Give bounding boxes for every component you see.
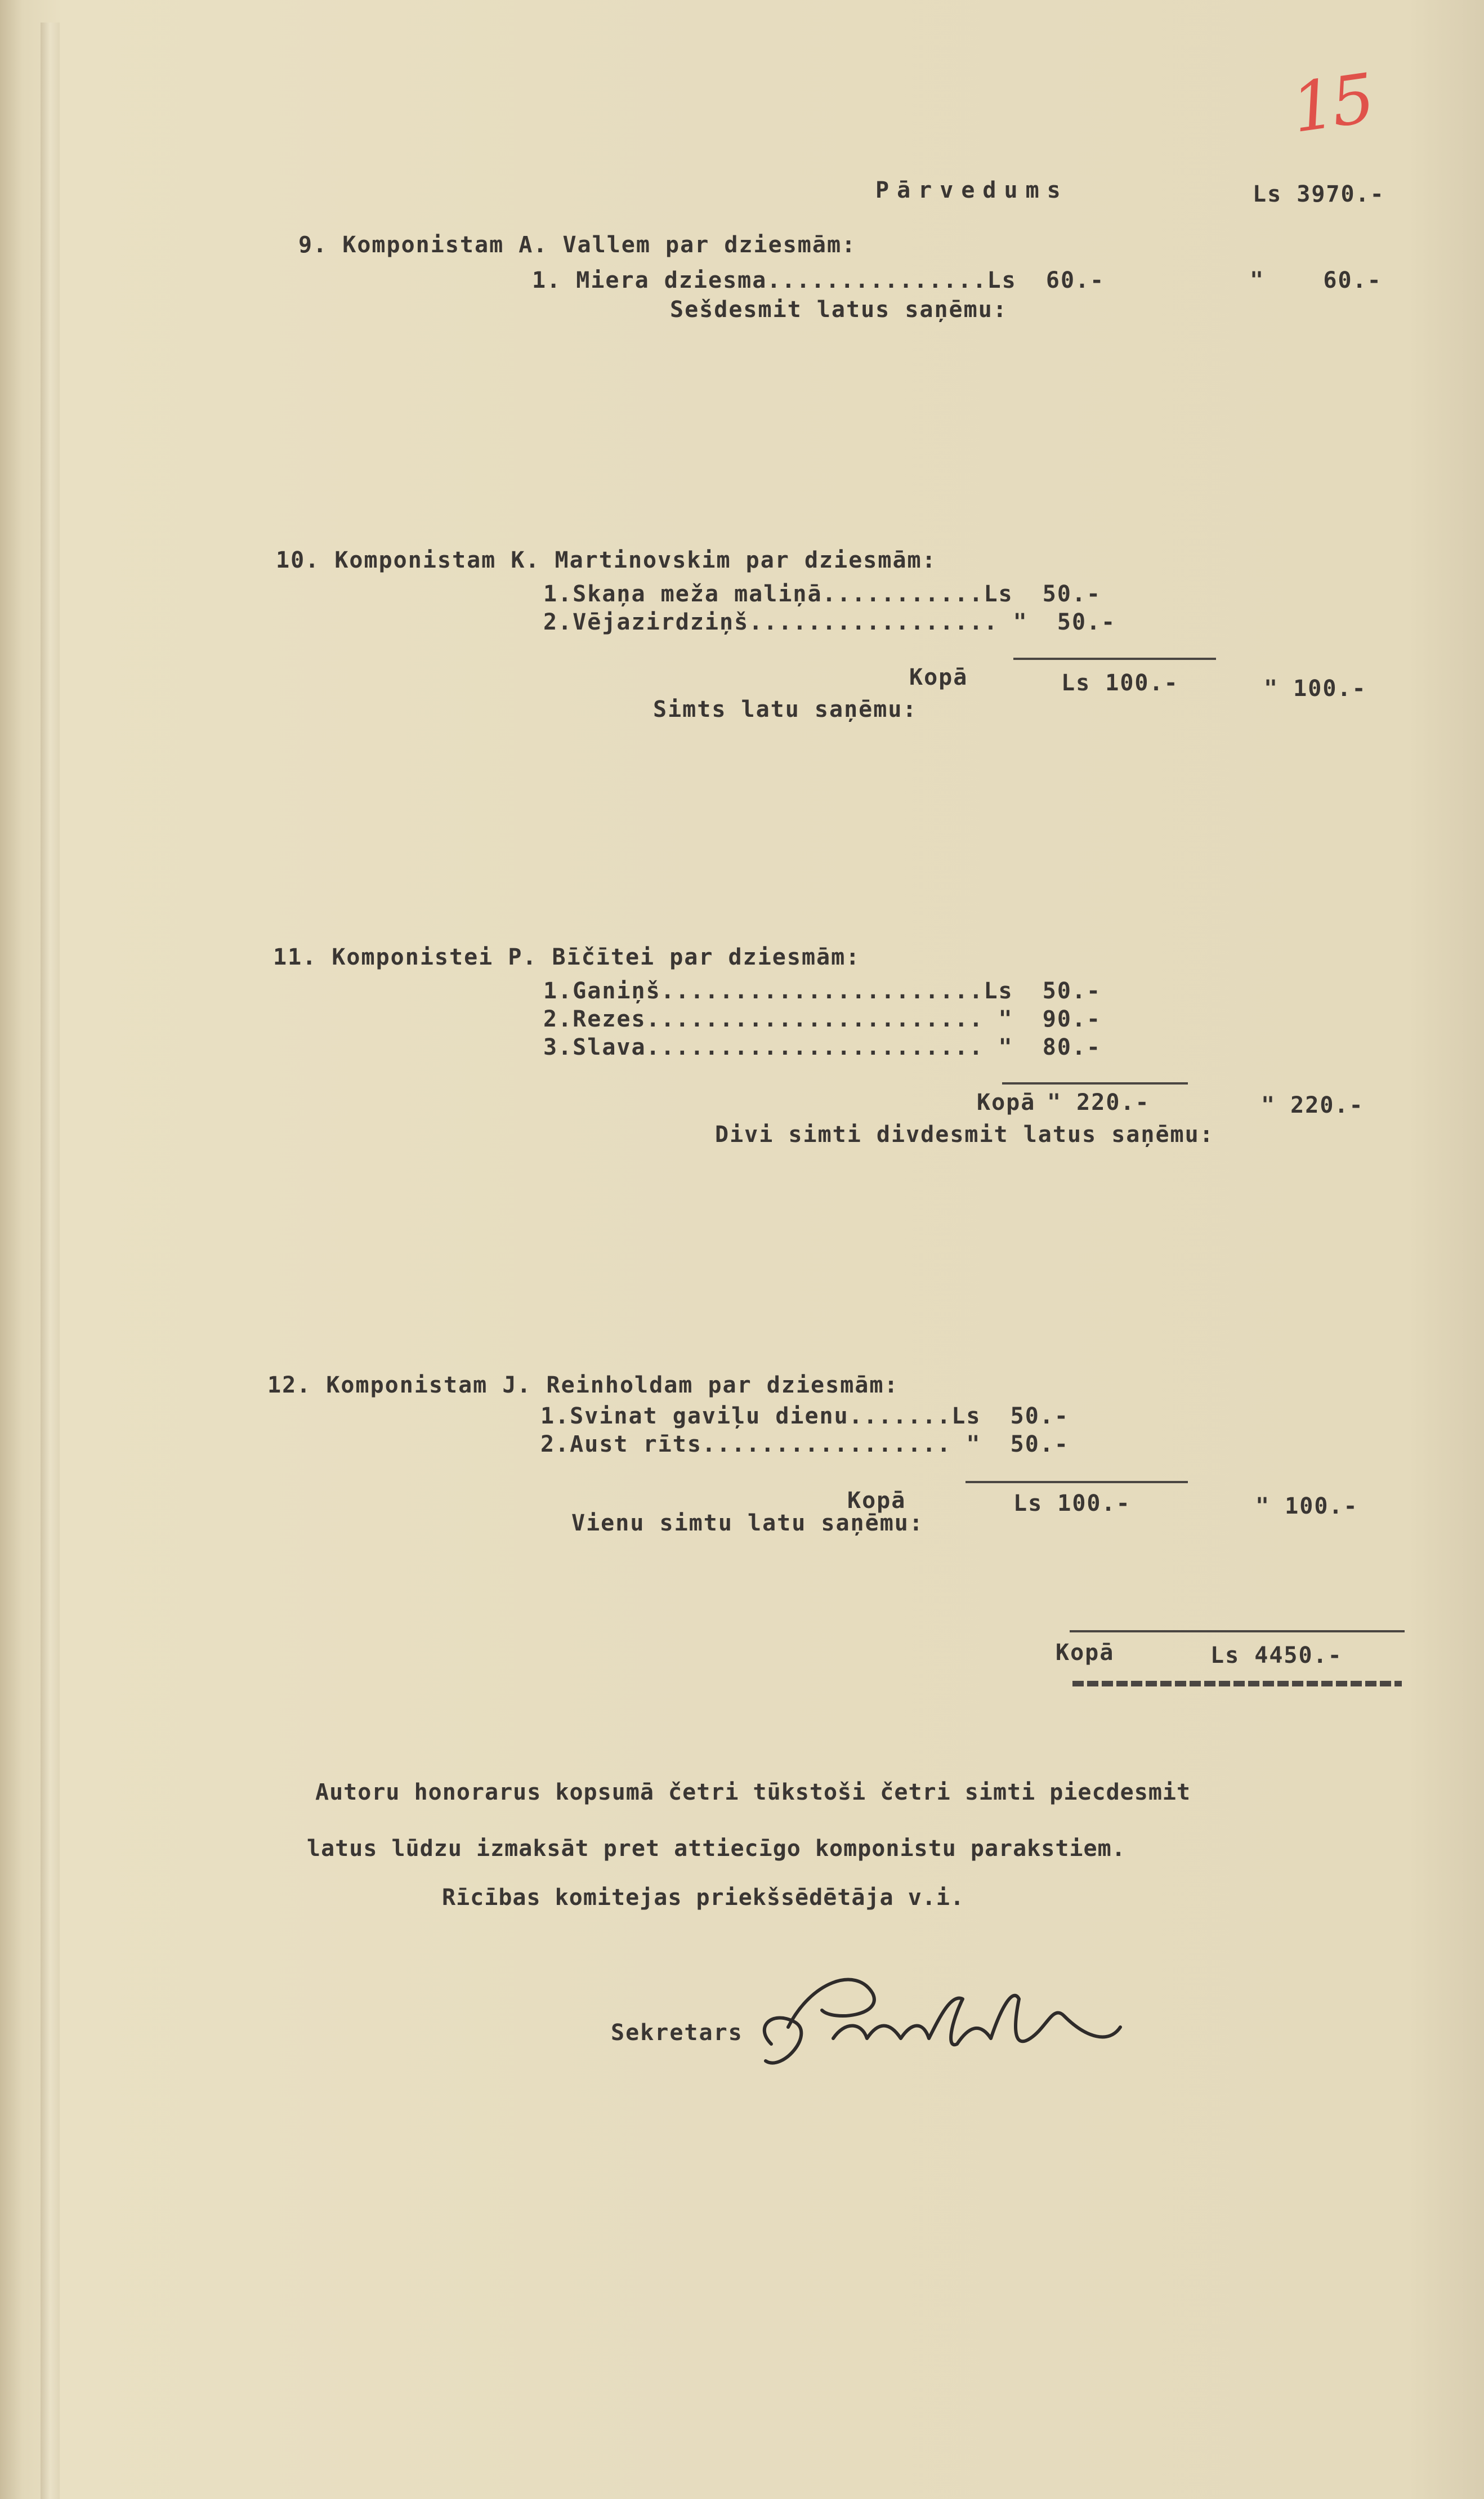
total-label: Kopā	[977, 1090, 1036, 1115]
entry-heading: 10. Komponistam K. Martinovskim par dziesmām:	[276, 547, 937, 573]
entry-column-amount: " 100.-	[1264, 676, 1367, 702]
entry-item: 1. Miera dziesma...............Ls 60.-	[532, 267, 1105, 293]
total-label: Kopā	[909, 664, 968, 690]
entry-column-amount: " 100.-	[1255, 1493, 1358, 1519]
subtotal-rule	[966, 1481, 1188, 1483]
entry-heading: 12. Komponistam J. Reinholdam par dziesmām:	[267, 1372, 899, 1398]
entry-item: 2.Vējazirdziņš................. " 50.-	[543, 609, 1116, 635]
entry-receipt: Vienu simtu latu saņēmu:	[571, 1510, 924, 1536]
carryover-label: Pārvedums	[875, 177, 1069, 203]
grand-total-rule	[1070, 1630, 1405, 1632]
entry-receipt: Sešdesmit latus saņēmu:	[670, 297, 1008, 323]
entry-item: 2.Aust rīts................. " 50.-	[540, 1431, 1069, 1457]
total-amount: Ls 100.-	[1013, 1491, 1131, 1516]
signature-label: Sekretars	[611, 2020, 743, 2046]
entry-item: 3.Slava....................... " 80.-	[543, 1034, 1102, 1060]
entry-item: 1.Svinat gaviļu dienu.......Ls 50.-	[540, 1403, 1069, 1429]
entry-column-amount: " 220.-	[1261, 1092, 1364, 1118]
entry-receipt: Divi simti divdesmit latus saņēmu:	[715, 1122, 1214, 1148]
grand-total-label: Kopā	[1056, 1640, 1115, 1666]
signature	[749, 1960, 1154, 2083]
entry-item: 1.Ganiņš......................Ls 50.-	[543, 978, 1102, 1004]
entry-heading: 9. Komponistam A. Vallem par dziesmām:	[298, 232, 857, 258]
closing-line: Autoru honorarus kopsumā četri tūkstoši četri simti piecdesmit	[315, 1779, 1191, 1805]
carryover-amount: Ls 3970.-	[1253, 181, 1385, 207]
subtotal-rule	[1002, 1082, 1188, 1085]
entry-item: 2.Rezes....................... " 90.-	[543, 1006, 1102, 1032]
closing-line: Rīcības komitejas priekšsēdētāja v.i.	[442, 1885, 965, 1911]
grand-total-double-rule	[1072, 1681, 1402, 1686]
total-amount: Ls 100.-	[1061, 670, 1179, 696]
page-fold	[41, 23, 60, 2499]
subtotal-rule	[1013, 658, 1216, 660]
entry-column-amount: " 60.-	[1250, 267, 1382, 293]
entry-receipt: Simts latu saņēmu:	[653, 697, 918, 722]
grand-total-amount: Ls 4450.-	[1210, 1643, 1343, 1668]
entry-heading: 11. Komponistei P. Bīčītei par dziesmām:	[273, 944, 861, 970]
total-label: Kopā	[847, 1488, 906, 1514]
page-number: 15	[1287, 59, 1376, 149]
closing-line: latus lūdzu izmaksāt pret attiecīgo komponistu parakstiem.	[307, 1836, 1126, 1862]
entry-item: 1.Skaņa meža maliņā...........Ls 50.-	[543, 581, 1102, 607]
total-amount: " 220.-	[1047, 1090, 1150, 1115]
